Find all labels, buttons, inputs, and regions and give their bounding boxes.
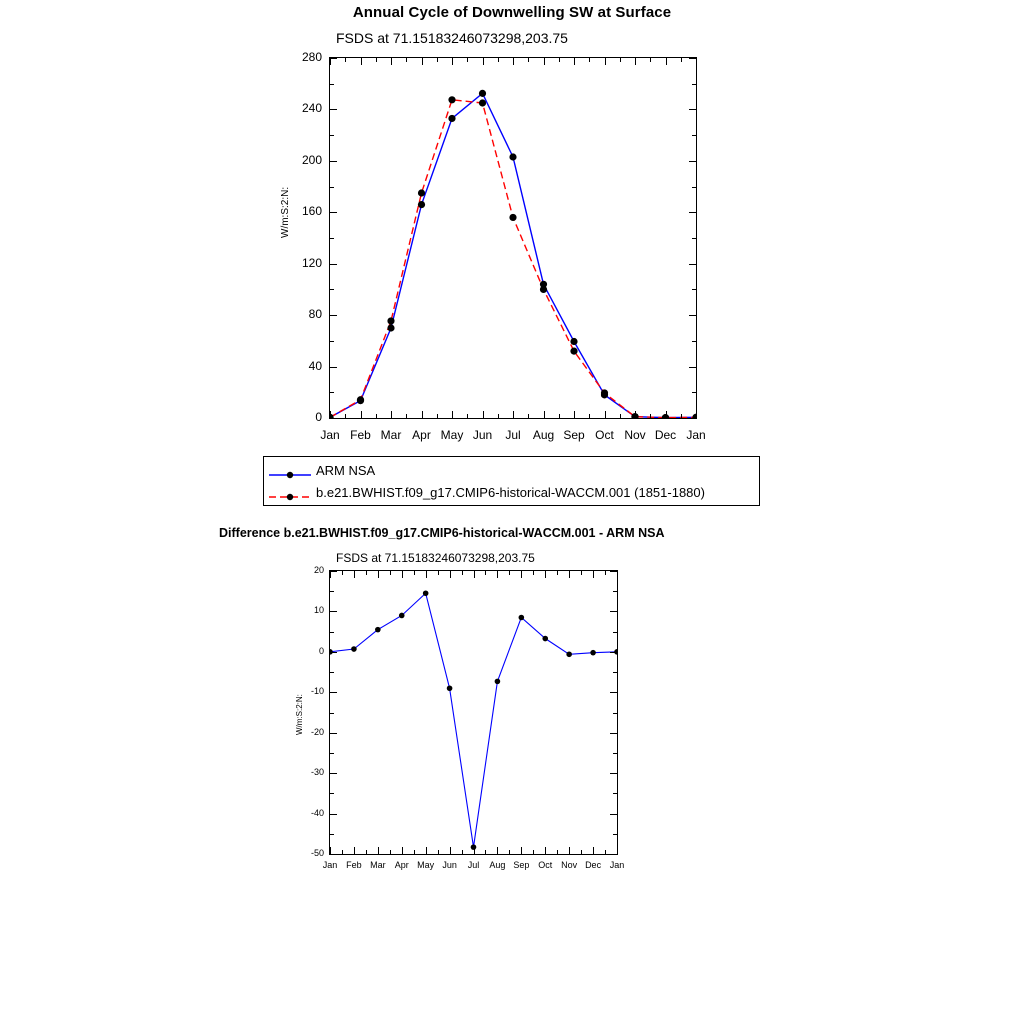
series-marker <box>590 650 596 656</box>
y-tick-label: 20 <box>313 565 324 575</box>
axis-minor-tick <box>330 392 334 393</box>
axis-tick <box>666 58 667 65</box>
axis-minor-tick <box>330 834 334 835</box>
axis-tick <box>391 411 392 418</box>
axis-minor-tick <box>681 58 682 62</box>
axis-tick <box>610 814 617 815</box>
axis-tick <box>689 161 696 162</box>
axis-tick <box>605 411 606 418</box>
axis-tick <box>689 212 696 213</box>
axis-minor-tick <box>498 58 499 62</box>
y-tick-label: 0 <box>315 410 322 424</box>
x-tick-label: Apr <box>394 860 409 870</box>
axis-tick <box>354 571 355 578</box>
axis-minor-tick <box>692 341 696 342</box>
axis-tick <box>422 411 423 418</box>
axis-tick <box>330 58 337 59</box>
axis-tick <box>402 847 403 854</box>
axis-tick <box>593 571 594 578</box>
axis-tick <box>696 411 697 418</box>
axis-tick <box>391 58 392 65</box>
axis-tick <box>426 847 427 854</box>
top-plot-canvas <box>330 58 696 418</box>
axis-tick <box>426 571 427 578</box>
x-tick-label: Feb <box>350 428 371 442</box>
axis-minor-tick <box>345 58 346 62</box>
axis-minor-tick <box>330 793 334 794</box>
axis-minor-tick <box>650 58 651 62</box>
axis-minor-tick <box>681 414 682 418</box>
axis-minor-tick <box>390 571 391 575</box>
axis-minor-tick <box>528 58 529 62</box>
top-plot-subtitle: FSDS at 71.15183246073298,203.75 <box>336 30 568 46</box>
x-tick-label: Oct <box>538 860 553 870</box>
axis-minor-tick <box>557 850 558 854</box>
axis-minor-tick <box>330 187 334 188</box>
y-tick-label: 120 <box>301 255 322 270</box>
axis-minor-tick <box>330 289 334 290</box>
axis-tick <box>452 411 453 418</box>
difference-plot-title: Difference b.e21.BWHIST.f09_g17.CMIP6-historical-WACCM.001 - ARM NSA <box>219 526 665 540</box>
legend <box>263 456 760 506</box>
axis-tick <box>330 58 331 65</box>
axis-minor-tick <box>613 753 617 754</box>
axis-tick <box>330 692 337 693</box>
axis-tick <box>474 847 475 854</box>
x-tick-label: Aug <box>489 860 506 870</box>
axis-tick <box>450 847 451 854</box>
axis-tick <box>330 733 337 734</box>
axis-tick <box>689 418 696 419</box>
x-tick-label: Dec <box>585 860 602 870</box>
axis-minor-tick <box>330 238 334 239</box>
series-marker <box>448 96 455 103</box>
axis-tick <box>330 264 337 265</box>
axis-minor-tick <box>692 289 696 290</box>
axis-minor-tick <box>509 571 510 575</box>
axis-minor-tick <box>533 850 534 854</box>
axis-tick <box>361 411 362 418</box>
axis-tick <box>574 411 575 418</box>
axis-minor-tick <box>345 414 346 418</box>
y-tick-label: -20 <box>310 726 324 737</box>
axis-tick <box>617 571 618 578</box>
axis-minor-tick <box>330 591 334 592</box>
axis-tick <box>610 854 617 855</box>
axis-minor-tick <box>406 414 407 418</box>
axis-minor-tick <box>330 753 334 754</box>
x-tick-label: Feb <box>346 860 362 870</box>
series-marker <box>447 685 453 691</box>
axis-tick <box>483 58 484 65</box>
axis-minor-tick <box>605 850 606 854</box>
axis-tick <box>696 58 697 65</box>
axis-minor-tick <box>330 672 334 673</box>
axis-minor-tick <box>613 672 617 673</box>
series-marker <box>566 651 572 657</box>
axis-tick <box>689 109 696 110</box>
axis-tick <box>378 571 379 578</box>
legend-label-arm-nsa: ARM NSA <box>316 463 376 478</box>
axis-minor-tick <box>414 850 415 854</box>
axis-tick <box>378 847 379 854</box>
axis-tick <box>361 58 362 65</box>
axis-minor-tick <box>509 850 510 854</box>
axis-tick <box>593 847 594 854</box>
axis-minor-tick <box>589 414 590 418</box>
axis-tick <box>452 58 453 65</box>
legend-item-model <box>264 484 759 506</box>
difference-plot-y-axis-label: W/m:S:2:N: <box>295 694 304 735</box>
axis-minor-tick <box>559 58 560 62</box>
series-marker <box>509 153 516 160</box>
axis-minor-tick <box>437 414 438 418</box>
series-marker <box>570 338 577 345</box>
axis-tick <box>569 847 570 854</box>
axis-minor-tick <box>390 850 391 854</box>
axis-tick <box>610 652 617 653</box>
axis-minor-tick <box>462 571 463 575</box>
axis-tick <box>635 411 636 418</box>
y-tick-label: 0 <box>318 645 324 656</box>
axis-tick <box>422 58 423 65</box>
axis-minor-tick <box>376 58 377 62</box>
axis-minor-tick <box>613 591 617 592</box>
series-marker <box>479 90 486 97</box>
series-marker <box>509 214 516 221</box>
x-tick-label: May <box>417 860 435 870</box>
axis-tick <box>330 367 337 368</box>
axis-tick <box>545 571 546 578</box>
axis-minor-tick <box>613 834 617 835</box>
axis-minor-tick <box>589 58 590 62</box>
axis-minor-tick <box>605 571 606 575</box>
axis-tick <box>497 847 498 854</box>
axis-minor-tick <box>581 571 582 575</box>
series-line <box>330 593 617 847</box>
axis-tick <box>689 315 696 316</box>
axis-tick <box>330 571 331 578</box>
x-tick-label: Mar <box>370 860 386 870</box>
axis-minor-tick <box>330 632 334 633</box>
legend-label-model: b.e21.BWHIST.f09_g17.CMIP6-historical-WACCM.001 (1851-1880) <box>316 485 705 500</box>
y-tick-label: 160 <box>301 204 322 219</box>
series-marker <box>387 324 394 331</box>
axis-minor-tick <box>498 414 499 418</box>
series-marker <box>387 317 394 324</box>
x-tick-label: Jan <box>322 860 338 870</box>
axis-minor-tick <box>557 571 558 575</box>
x-tick-label: Sep <box>513 860 530 870</box>
axis-minor-tick <box>330 341 334 342</box>
axis-tick <box>610 773 617 774</box>
series-marker <box>399 613 405 619</box>
axis-tick <box>513 411 514 418</box>
x-tick-label: Aug <box>532 428 555 442</box>
y-tick-label: 40 <box>308 358 322 373</box>
axis-tick <box>330 652 337 653</box>
y-tick-label: 80 <box>308 307 322 322</box>
axis-minor-tick <box>414 571 415 575</box>
axis-minor-tick <box>376 414 377 418</box>
y-tick-label: -10 <box>310 686 324 697</box>
y-tick-label: -40 <box>310 807 324 818</box>
y-tick-label: -50 <box>310 848 324 858</box>
axis-tick <box>330 611 337 612</box>
x-tick-label: Apr <box>412 428 431 442</box>
axis-minor-tick <box>437 58 438 62</box>
top-plot-frame <box>329 57 697 419</box>
x-tick-label: Jul <box>467 860 480 870</box>
axis-tick <box>521 847 522 854</box>
axis-tick <box>610 611 617 612</box>
series-marker <box>495 679 501 685</box>
y-tick-label: 10 <box>313 605 324 616</box>
axis-minor-tick <box>462 850 463 854</box>
axis-tick <box>689 367 696 368</box>
axis-tick <box>474 571 475 578</box>
axis-minor-tick <box>650 414 651 418</box>
axis-minor-tick <box>330 135 334 136</box>
x-tick-label: Nov <box>561 860 578 870</box>
axis-minor-tick <box>438 850 439 854</box>
axis-tick <box>483 411 484 418</box>
axis-minor-tick <box>620 58 621 62</box>
difference-plot-subtitle: FSDS at 71.15183246073298,203.75 <box>336 551 535 565</box>
axis-tick <box>330 571 337 572</box>
axis-tick <box>450 571 451 578</box>
axis-tick <box>521 571 522 578</box>
series-marker <box>540 286 547 293</box>
axis-minor-tick <box>613 632 617 633</box>
difference-plot-frame <box>329 570 618 855</box>
series-marker <box>542 636 548 642</box>
axis-tick <box>330 315 337 316</box>
axis-minor-tick <box>330 713 334 714</box>
axis-minor-tick <box>559 414 560 418</box>
y-tick-label: 280 <box>301 50 322 64</box>
axis-tick <box>330 161 337 162</box>
x-tick-label: Oct <box>595 428 614 442</box>
axis-tick <box>666 411 667 418</box>
series-marker <box>375 627 381 633</box>
series-line <box>330 93 696 417</box>
axis-tick <box>402 571 403 578</box>
axis-tick <box>330 847 331 854</box>
axis-minor-tick <box>485 850 486 854</box>
axis-tick <box>617 847 618 854</box>
series-marker <box>357 396 364 403</box>
axis-minor-tick <box>406 58 407 62</box>
x-tick-label: Jan <box>609 860 625 870</box>
series-marker <box>423 590 429 596</box>
axis-tick <box>354 847 355 854</box>
axis-tick <box>513 58 514 65</box>
series-marker <box>519 615 525 621</box>
x-tick-label: Dec <box>654 428 677 442</box>
axis-minor-tick <box>692 238 696 239</box>
axis-tick <box>574 58 575 65</box>
y-tick-label: 200 <box>301 152 322 167</box>
axis-minor-tick <box>692 135 696 136</box>
axis-minor-tick <box>581 850 582 854</box>
series-marker <box>351 646 357 652</box>
axis-tick <box>330 411 331 418</box>
axis-minor-tick <box>620 414 621 418</box>
axis-minor-tick <box>692 187 696 188</box>
x-tick-label: Nov <box>624 428 646 442</box>
axis-minor-tick <box>342 850 343 854</box>
x-tick-label: May <box>440 428 464 442</box>
y-tick-label: -30 <box>310 767 324 778</box>
axis-minor-tick <box>485 571 486 575</box>
axis-tick <box>610 692 617 693</box>
axis-tick <box>610 571 617 572</box>
axis-tick <box>330 773 337 774</box>
axis-minor-tick <box>467 414 468 418</box>
x-tick-label: Jun <box>472 428 493 442</box>
axis-tick <box>330 814 337 815</box>
axis-tick <box>605 58 606 65</box>
axis-minor-tick <box>533 571 534 575</box>
x-tick-label: Mar <box>380 428 402 442</box>
axis-tick <box>330 418 337 419</box>
legend-item-arm-nsa <box>264 462 759 484</box>
axis-minor-tick <box>692 84 696 85</box>
axis-minor-tick <box>613 713 617 714</box>
legend-swatch-arm-nsa <box>269 470 311 472</box>
axis-tick <box>544 58 545 65</box>
axis-minor-tick <box>438 571 439 575</box>
x-tick-label: Jul <box>505 428 521 442</box>
x-tick-label: Jan <box>686 428 706 442</box>
axis-tick <box>545 847 546 854</box>
x-tick-label: Jun <box>442 860 457 870</box>
axis-minor-tick <box>613 793 617 794</box>
axis-minor-tick <box>366 571 367 575</box>
axis-minor-tick <box>330 84 334 85</box>
axis-tick <box>689 58 696 59</box>
axis-tick <box>330 109 337 110</box>
series-marker <box>418 201 425 208</box>
axis-tick <box>610 733 617 734</box>
axis-tick <box>544 411 545 418</box>
axis-tick <box>569 571 570 578</box>
series-line <box>330 100 696 418</box>
axis-minor-tick <box>366 850 367 854</box>
axis-tick <box>497 571 498 578</box>
axis-tick <box>330 212 337 213</box>
page-title: Annual Cycle of Downwelling SW at Surface <box>352 4 672 21</box>
series-marker <box>418 189 425 196</box>
series-marker <box>479 99 486 106</box>
axis-minor-tick <box>692 392 696 393</box>
series-marker <box>601 389 608 396</box>
y-tick-label: 240 <box>301 101 322 116</box>
x-tick-label: Jan <box>320 428 340 442</box>
axis-tick <box>689 264 696 265</box>
difference-plot-canvas <box>330 571 617 854</box>
axis-minor-tick <box>342 571 343 575</box>
axis-tick <box>330 854 337 855</box>
x-tick-label: Sep <box>563 428 585 442</box>
series-marker <box>570 348 577 355</box>
axis-minor-tick <box>467 58 468 62</box>
top-plot-y-axis-label: W/m:S:2:N: <box>280 186 291 238</box>
legend-swatch-model <box>269 492 311 494</box>
axis-minor-tick <box>528 414 529 418</box>
series-marker <box>448 115 455 122</box>
axis-tick <box>635 58 636 65</box>
